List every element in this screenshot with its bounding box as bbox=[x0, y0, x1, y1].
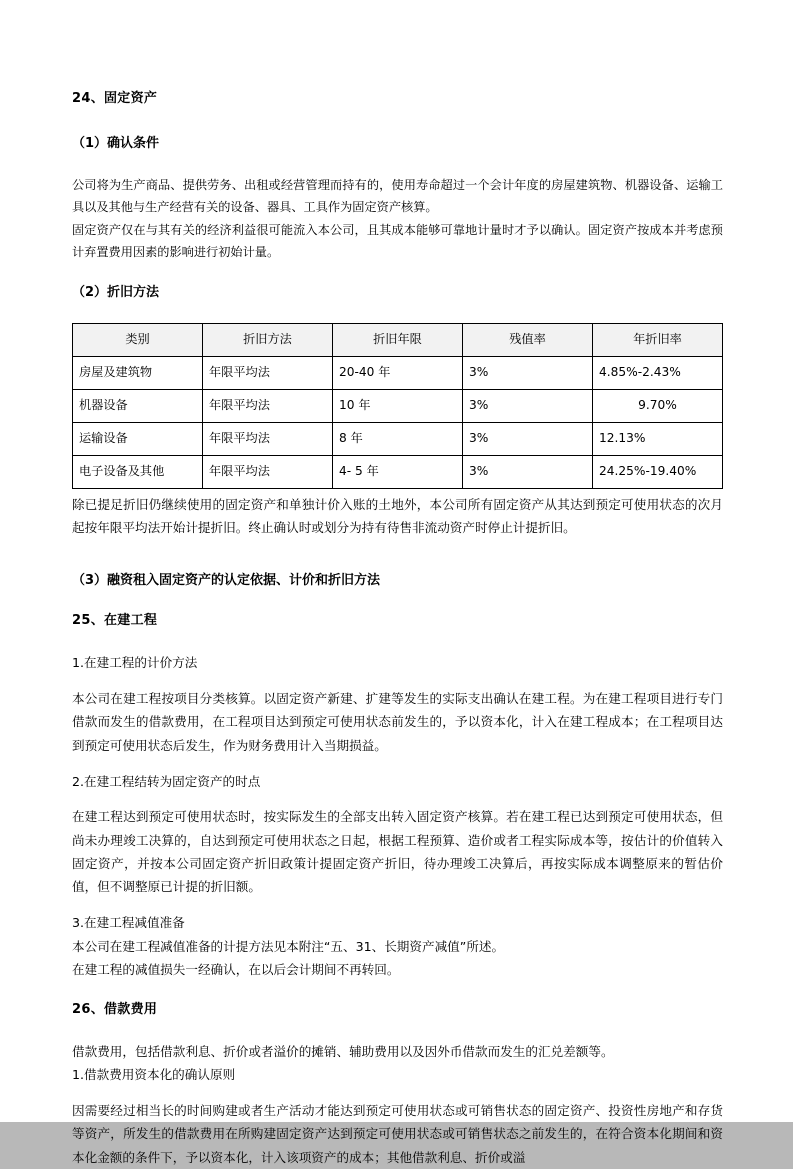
paragraph-25-7: 在建工程的减值损失一经确认，在以后会计期间不再转回。 bbox=[72, 961, 400, 977]
subsection-heading-24-2: （2）折旧方法 bbox=[72, 284, 160, 300]
paragraph-25-4: 在建工程达到预定可使用状态时，按实际发生的全部支出转入固定资产核算。若在建工程已达到预定可使用状态，但尚未办理竣工决算的，自达到预定可使用状态之日起，根据工程预算、造价或者工程实际成本等，按估计的价值转入固定资产，并按本公司固定资产折旧政策计提固定资产折旧，待办理竣工决算后，再按实际成本调整原来的暂估价值，但不调整原已计提的折旧额。 bbox=[72, 809, 723, 895]
table-cell-residual: 3% bbox=[463, 455, 593, 488]
table-header-cell-residual: 残值率 bbox=[463, 323, 593, 356]
paragraph-24-2: 固定资产仅在与其有关的经济利益很可能流入本公司，且其成本能够可靠地计量时才予以确认。固定资产按成本并考虑预计弃置费用因素的影响进行初始计量。 bbox=[72, 222, 723, 260]
table-cell-residual: 3% bbox=[463, 356, 593, 389]
paragraph-26-2: 1.借款费用资本化的确认原则 bbox=[72, 1067, 236, 1083]
table-cell-life: 4- 5 年 bbox=[333, 455, 463, 488]
subsection-heading-24-1: （1）确认条件 bbox=[72, 135, 160, 151]
depreciation-table-wrapper bbox=[72, 323, 723, 489]
table-cell-category: 运输设备 bbox=[73, 422, 203, 455]
table-cell-method: 年限平均法 bbox=[203, 389, 333, 422]
table-cell-rate: 24.25%-19.40% bbox=[593, 455, 723, 488]
table-cell-category: 机器设备 bbox=[73, 389, 203, 422]
table-row bbox=[73, 389, 723, 422]
table-cell-residual: 3% bbox=[463, 422, 593, 455]
table-row bbox=[73, 422, 723, 455]
table-cell-life: 10 年 bbox=[333, 389, 463, 422]
table-header-row bbox=[73, 323, 723, 356]
table-cell-rate: 12.13% bbox=[593, 422, 723, 455]
table-cell-method: 年限平均法 bbox=[203, 356, 333, 389]
paragraph-24-1: 公司将为生产商品、提供劳务、出租或经营管理而持有的，使用寿命超过一个会计年度的房屋建筑物、机器设备、运输工具以及其他与生产经营有关的设备、器具、工具作为固定资产核算。 bbox=[72, 177, 723, 215]
table-cell-method: 年限平均法 bbox=[203, 422, 333, 455]
section-heading-26: 26、借款费用 bbox=[72, 1002, 158, 1018]
table-row bbox=[73, 356, 723, 389]
paragraph-26-3: 因需要经过相当长的时间购建或者生产活动才能达到预定可使用状态或可销售状态的固定资产、投资性房地产和存货等资产，所发生的借款费用在所购建固定资产达到预定可使用状态或可销售状态之前发生的，在符合资本化期间和资本化金额的条件下，予以资本化，计入该项资产的成本；其他借款利息、折价或溢 bbox=[72, 1103, 723, 1165]
table-header-cell-rate: 年折旧率 bbox=[593, 323, 723, 356]
subsection-heading-24-3: （3）融资租入固定资产的认定依据、计价和折旧方法 bbox=[72, 572, 381, 588]
paragraph-26-1: 借款费用，包括借款利息、折价或者溢价的摊销、辅助费用以及因外币借款而发生的汇兑差额等。 bbox=[72, 1043, 614, 1059]
table-cell-rate: 4.85%-2.43% bbox=[593, 356, 723, 389]
section-heading-24: 24、固定资产 bbox=[72, 91, 158, 106]
depreciation-table bbox=[72, 323, 723, 489]
table-cell-method: 年限平均法 bbox=[203, 455, 333, 488]
document-body bbox=[72, 88, 723, 1169]
paragraph-25-1: 1.在建工程的计价方法 bbox=[72, 655, 198, 671]
table-cell-category: 房屋及建筑物 bbox=[73, 356, 203, 389]
paragraph-25-3: 2.在建工程结转为固定资产的时点 bbox=[72, 773, 261, 789]
table-cell-category: 电子设备及其他 bbox=[73, 455, 203, 488]
table-header-cell-category: 类别 bbox=[73, 323, 203, 356]
table-row bbox=[73, 455, 723, 488]
paragraph-25-6: 本公司在建工程减值准备的计提方法见本附注“五、31、长期资产减值”所述。 bbox=[72, 938, 505, 954]
table-cell-life: 8 年 bbox=[333, 422, 463, 455]
table-header-cell-method: 折旧方法 bbox=[203, 323, 333, 356]
section-heading-25: 25、在建工程 bbox=[72, 613, 158, 629]
table-cell-life: 20-40 年 bbox=[333, 356, 463, 389]
paragraph-25-2: 本公司在建工程按项目分类核算。以固定资产新建、扩建等发生的实际支出确认在建工程。为在建工程项目进行专门借款而发生的借款费用，在工程项目达到预定可使用状态前发生的，予以资本化，计入在建工程成本；在工程项目达到预定可使用状态后发生，作为财务费用计入当期损益。 bbox=[72, 691, 723, 753]
table-cell-rate: 9.70% bbox=[593, 389, 723, 422]
table-cell-residual: 3% bbox=[463, 389, 593, 422]
paragraph-after-table: 除已提足折旧仍继续使用的固定资产和单独计价入账的土地外，本公司所有固定资产从其达到预定可使用状态的次月起按年限平均法开始计提折旧。终止确认时或划分为持有待售非流动资产时停止计提折旧。 bbox=[72, 496, 723, 535]
paragraph-25-5: 3.在建工程减值准备 bbox=[72, 915, 185, 931]
table-header-cell-life: 折旧年限 bbox=[333, 323, 463, 356]
